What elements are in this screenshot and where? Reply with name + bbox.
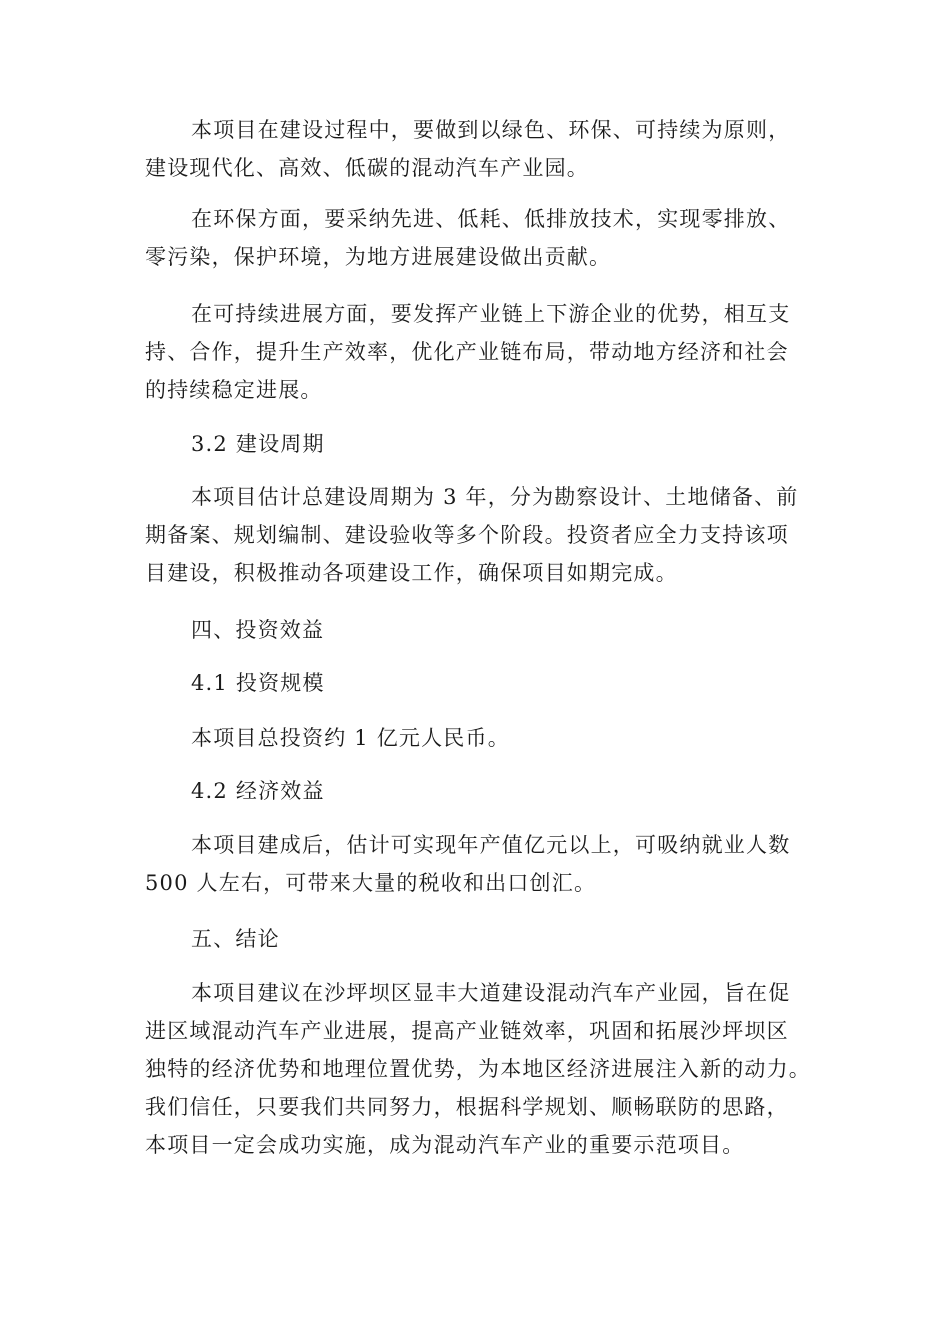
text-line: 本项目总投资约 1 亿元人民币。 <box>191 726 510 750</box>
section-heading: 四、投资效益 <box>191 618 325 642</box>
text-line: 本项目估计总建设周期为 3 年，分为勘察设计、土地储备、前 <box>191 485 799 509</box>
section-heading: 4.1 投资规模 <box>191 671 325 695</box>
paragraph-principles <box>145 111 815 187</box>
text-line: 在可持续进展方面，要发挥产业链上下游企业的优势，相互支 <box>191 302 791 326</box>
text-line: 期备案、规划编制、建设验收等多个阶段。投资者应全力支持该项 <box>145 523 789 547</box>
paragraph-conclusion <box>145 974 815 1164</box>
heading-4 <box>145 611 815 649</box>
section-heading: 3.2 建设周期 <box>191 432 325 456</box>
paragraph-environment <box>145 200 815 276</box>
text-line: 零污染，保护环境，为地方进展建设做出贡献。 <box>145 245 612 269</box>
text-line: 目建设，积极推动各项建设工作，确保项目如期完成。 <box>145 561 678 585</box>
paragraph-construction-period <box>145 478 815 592</box>
text-line: 建设现代化、高效、低碳的混动汽车产业园。 <box>145 156 589 180</box>
paragraph-sustainability <box>145 295 815 409</box>
text-line: 进区域混动汽车产业进展，提高产业链效率，巩固和拓展沙坪坝区 <box>145 1019 789 1043</box>
text-line: 我们信任，只要我们共同努力，根据科学规划、顺畅联防的思路， <box>145 1095 789 1119</box>
text-line: 在环保方面，要采纳先进、低耗、低排放技术，实现零排放、 <box>191 207 791 231</box>
section-heading: 4.2 经济效益 <box>191 779 325 803</box>
text-line: 的持续稳定进展。 <box>145 378 323 402</box>
section-heading: 五、结论 <box>191 927 280 951</box>
text-line: 本项目建议在沙坪坝区显丰大道建设混动汽车产业园，旨在促 <box>191 981 791 1005</box>
text-line: 独特的经济优势和地理位置优势，为本地区经济进展注入新的动力。 <box>145 1057 811 1081</box>
text-line: 本项目一定会成功实施，成为混动汽车产业的重要示范项目。 <box>145 1133 745 1157</box>
paragraph-investment-scale <box>145 719 815 757</box>
heading-5 <box>145 920 815 958</box>
heading-4-1 <box>145 664 815 702</box>
heading-3-2 <box>145 425 815 463</box>
text-line: 本项目建成后，估计可实现年产值亿元以上，可吸纳就业人数 <box>191 833 791 857</box>
paragraph-economic-benefit <box>145 826 815 902</box>
text-line: 持、合作，提升生产效率，优化产业链布局，带动地方经济和社会 <box>145 340 789 364</box>
heading-4-2 <box>145 772 815 810</box>
text-line: 500 人左右，可带来大量的税收和出口创汇。 <box>145 871 597 895</box>
text-line: 本项目在建设过程中，要做到以绿色、环保、可持续为原则， <box>191 118 791 142</box>
